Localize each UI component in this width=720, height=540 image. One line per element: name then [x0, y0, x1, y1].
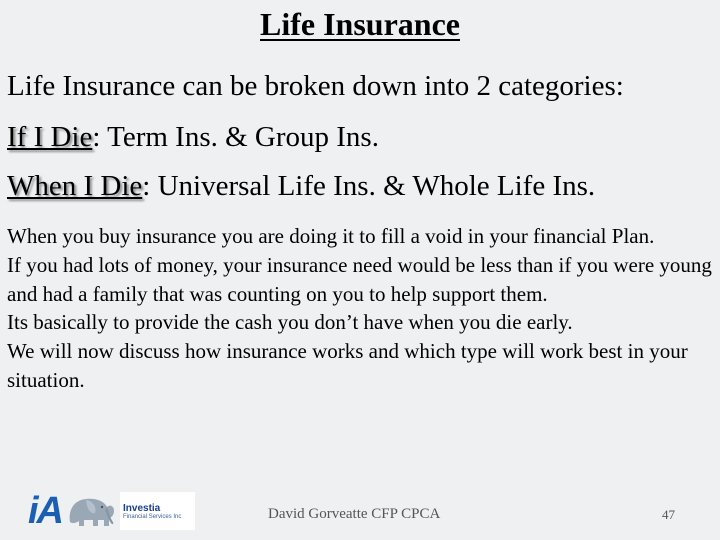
category-separator: :: [92, 121, 101, 153]
logo-subtitle: Financial Services Inc: [123, 513, 182, 520]
logo-name: Investia: [123, 502, 161, 514]
intro-line: Life Insurance can be broken down into 2 categories:: [7, 70, 624, 102]
body-text: [7, 222, 715, 395]
slide-title: Life Insurance: [260, 6, 460, 42]
elephant-icon: [64, 492, 118, 530]
page-number: 47: [662, 507, 675, 522]
logo-wordmark: [120, 492, 195, 530]
paragraph: Its basically to provide the cash you don’t have when you die early.: [7, 310, 573, 335]
category-when-i-die: [7, 170, 595, 203]
category-text-if-i-die: Term Ins. & Group Ins.: [100, 121, 379, 153]
logo-mark: iA: [28, 490, 62, 532]
paragraph: We will now discuss how insurance works and which type will work best in your situation.: [7, 339, 688, 392]
category-label-if-i-die: If I Die: [7, 121, 93, 153]
category-label-when-i-die: When I Die: [7, 170, 143, 202]
company-logo: [28, 492, 208, 530]
paragraph: When you buy insurance you are doing it to fill a void in your financial Plan.: [7, 224, 655, 248]
presenter-credit: David Gorveatte CFP CPCA: [268, 506, 441, 522]
category-if-i-die: [7, 121, 379, 154]
paragraph: If you had lots of money, your insurance need would be less than if you were young and had a family that was counting on you to help support them.: [7, 252, 712, 306]
category-text-when-i-die: Universal Life Ins. & Whole Life Ins.: [150, 170, 596, 202]
category-separator: :: [142, 170, 151, 202]
